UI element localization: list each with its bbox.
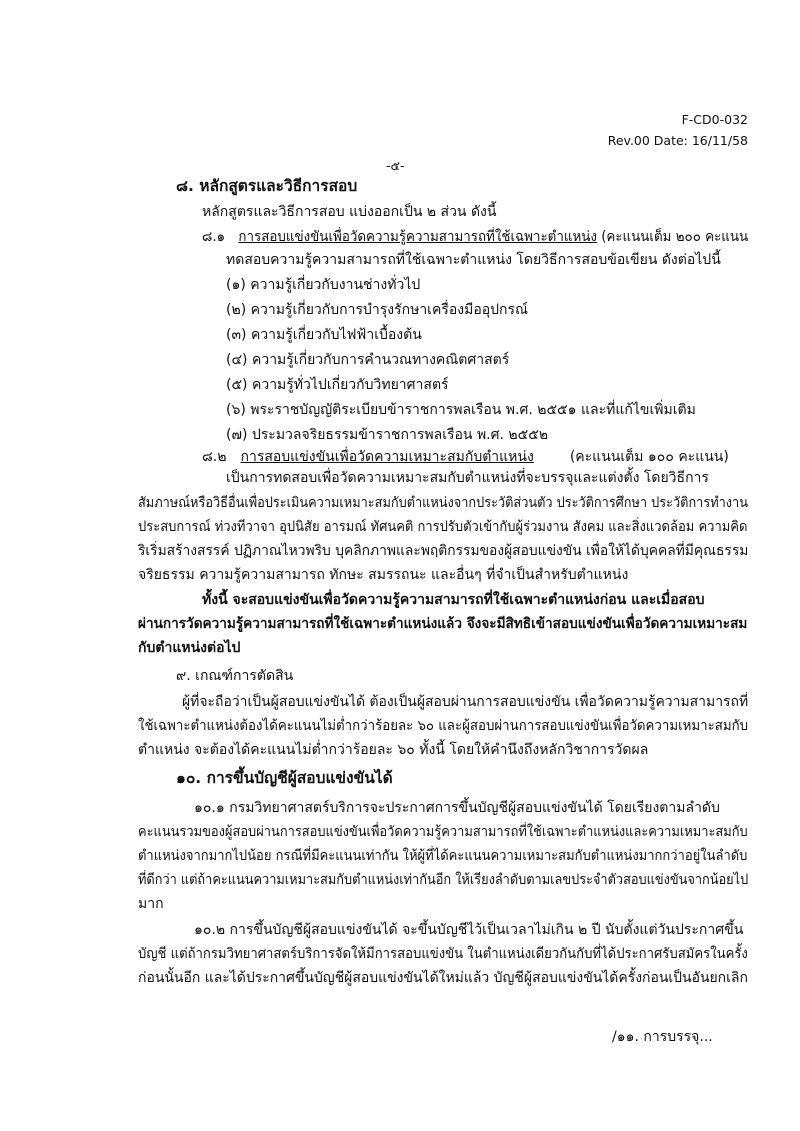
paragraph-line: จริยธรรม ความรู้ความสามารถ ทักษะ สมรรถนะ และอื่นๆ ที่จำเป็นสำหรับตำแหน่ง [138, 567, 629, 583]
paragraph-line: สัมภาษณ์หรือวิธีอื่นเพื่อประเมินความเหมาะสมกับตำแหน่งจากประวัติส่วนตัว ประวัติการศึกษา ประวัติการทำงาน [138, 495, 748, 511]
subject-item: (๒) ความรู้เกี่ยวกับการบำรุงรักษาเครื่องมืออุปกรณ์ [226, 302, 529, 318]
section-8-heading: ๘. หลักสูตรและวิธีการสอบ [176, 177, 358, 195]
section-8-1-score: (คะแนนเต็ม ๒๐๐ คะแนน [601, 229, 749, 245]
revision-date: Rev.00 Date: 16/11/58 [607, 133, 748, 148]
note-line: กับตำแหน่งต่อไป [138, 640, 241, 656]
paragraph-line: ๑๐.๒ การขึ้นบัญชีผู้สอบแข่งขันได้ จะขึ้นบัญชีไว้เป็นเวลาไม่เกิน ๒ ปี นับตั้งแต่วันประกาศขึ้น [194, 922, 744, 938]
document-code: F-CD0-032 [681, 112, 748, 127]
subject-item: (๖) พระราชบัญญัติระเบียบข้าราชการพลเรือน พ.ศ. ๒๕๕๑ และที่แก้ไขเพิ่มเติม [226, 402, 696, 418]
page-number: -๕- [386, 158, 405, 173]
subject-item: (๕) ความรู้ทั่วไปเกี่ยวกับวิทยาศาสตร์ [226, 377, 449, 393]
paragraph-line: ตำแหน่ง จะต้องได้คะแนนไม่ต่ำกว่าร้อยละ ๖๐ ทั้งนี้ โดยให้คำนึงถึงหลักวิชาการวัดผล [138, 742, 649, 758]
section-8-intro: หลักสูตรและวิธีการสอบ แบ่งออกเป็น ๒ ส่วน ดังนี้ [202, 204, 497, 220]
paragraph-line: ตำแหน่งจากมากไปน้อย กรณีที่มีคะแนนเท่ากัน ให้ผู้ที่ได้คะแนนความเหมาะสมกับตำแหน่งมากกว่าอยู่ในลำดับ [138, 848, 748, 864]
section-10-heading: ๑๐. การขึ้นบัญชีผู้สอบแข่งขันได้ [176, 769, 393, 787]
note-line: ทั้งนี้ จะสอบแข่งขันเพื่อวัดความรู้ความสามารถที่ใช้เฉพาะตำแหน่งก่อน และเมื่อสอบ [202, 592, 705, 608]
section-8-2-score: (คะแนนเต็ม ๑๐๐ คะแนน) [569, 449, 729, 465]
paragraph-line: มาก [138, 896, 164, 912]
section-8-2-number: ๘.๒ [202, 449, 227, 465]
paragraph-line: บัญชี แต่ถ้ากรมวิทยาศาสตร์บริการจัดให้มีการสอบแข่งขัน ในตำแหน่งเดียวกันกับที่ได้ประกาศรับสมัครในครั้ง [138, 946, 748, 962]
section-9-heading: ๙. เกณฑ์การตัดสิน [176, 668, 294, 684]
paragraph-line: ผู้ที่จะถือว่าเป็นผู้สอบแข่งขันได้ ต้องเป็นผู้สอบผ่านการสอบแข่งขัน เพื่อวัดความรู้ความสามารถที่ [182, 694, 749, 710]
section-8-1-title: การสอบแข่งขันเพื่อวัดความรู้ความสามารถที่ใช้เฉพาะตำแหน่ง [238, 229, 597, 245]
subject-item: (๓) ความรู้เกี่ยวกับไฟฟ้าเบื้องต้น [226, 327, 422, 343]
section-8-1-number: ๘.๑ [202, 229, 226, 245]
continuation-marker: /๑๑. การบรรจุ... [612, 1029, 713, 1045]
paragraph-line: ก่อนนั้นอีก และได้ประกาศขึ้นบัญชีผู้สอบแข่งขันได้ใหม่แล้ว บัญชีผู้สอบแข่งขันได้ครั้งก่อนเป็นอันยกเลิก [138, 970, 748, 986]
paragraph-line: เป็นการทดสอบเพื่อวัดความเหมาะสมกับตำแหน่งที่จะบรรจุและแต่งตั้ง โดยวิธีการ [226, 470, 709, 486]
note-line: ผ่านการวัดความรู้ความสามารถที่ใช้เฉพาะตำแหน่งแล้ว จึงจะมีสิทธิเข้าสอบแข่งขันเพื่อวัดความเหมาะสม [138, 616, 748, 632]
paragraph-line: ที่ดีกว่า แต่ถ้าคะแนนความเหมาะสมกับตำแหน่งเท่ากันอีก ให้เรียงลำดับตามเลขประจำตัวสอบแข่งขันจากน้อยไป [138, 872, 749, 888]
section-8-1-description: ทดสอบความรู้ความสามารถที่ใช้เฉพาะตำแหน่ง โดยวิธีการสอบข้อเขียน ดังต่อไปนี้ [226, 252, 721, 268]
paragraph-line: คะแนนรวมของผู้สอบผ่านการสอบแข่งขันเพื่อวัดความรู้ความสามารถที่ใช้เฉพาะตำแหน่งและความเหมาะสมกับ [138, 824, 748, 840]
section-8-1-line [202, 227, 748, 247]
section-8-2-line [202, 447, 729, 467]
subject-item: (๑) ความรู้เกี่ยวกับงานช่างทั่วไป [226, 277, 421, 293]
section-8-2-title: การสอบแข่งขันเพื่อวัดความเหมาะสมกับตำแหน่ง [240, 449, 534, 465]
subject-item: (๔) ความรู้เกี่ยวกับการคำนวณทางคณิตศาสตร์ [226, 352, 510, 368]
subject-item: (๗) ประมวลจริยธรรมข้าราชการพลเรือน พ.ศ. ๒๕๕๒ [226, 427, 549, 443]
paragraph-line: ๑๐.๑ กรมวิทยาศาสตร์บริการจะประกาศการขึ้นบัญชีผู้สอบแข่งขันได้ โดยเรียงตามลำดับ [194, 800, 720, 816]
paragraph-line: ริเริ่มสร้างสรรค์ ปฏิภาณไหวพริบ บุคลิกภาพและพฤติกรรมของผู้สอบแข่งขัน เพื่อให้ได้บุคคลที่มีคุณธรรม [138, 543, 749, 559]
paragraph-line: ใช้เฉพาะตำแหน่งต้องได้คะแนนไม่ต่ำกว่าร้อยละ ๖๐ และผู้สอบผ่านการสอบแข่งขันเพื่อวัดความเหมาะสมกับ [138, 718, 749, 734]
paragraph-line: ประสบการณ์ ท่วงทีวาจา อุปนิสัย อารมณ์ ทัศนคติ การปรับตัวเข้ากับผู้ร่วมงาน สังคม และสิ่งแวดล้อม ความคิด [138, 519, 748, 535]
